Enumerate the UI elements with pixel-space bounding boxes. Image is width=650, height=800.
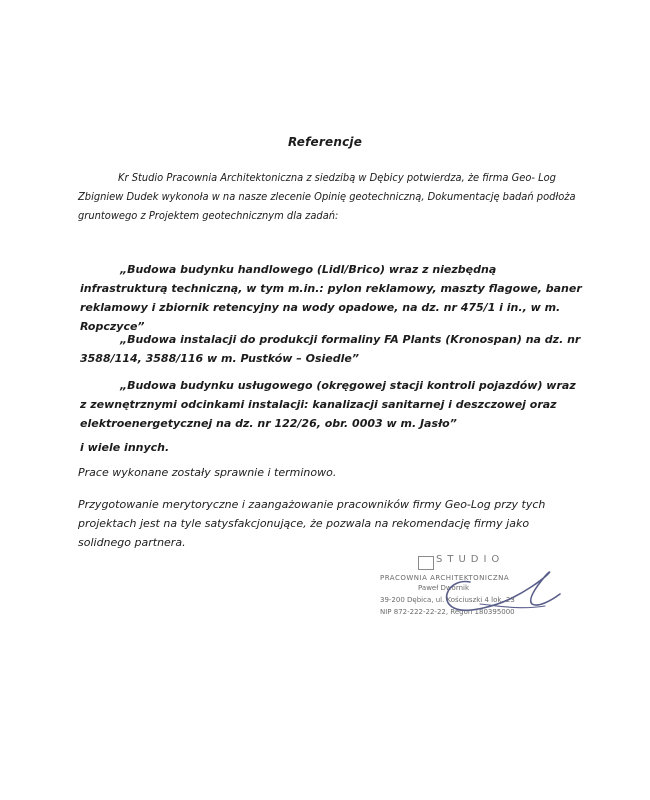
stamp-line: PRACOWNIA ARCHITEKTONICZNA [380, 574, 510, 582]
intro-paragraph: Kr Studio Pracownia Architektoniczna z siedzibą w Dębicy potwierdza, że firma Geo- Log Zbigniew Dudek wykonoła w na nasze zlecenie Opinię geotechniczną, Dokumentację badań podłoża gruntowego z Projektem geotechnicznym dla zadań: [78, 171, 576, 222]
stamp-name: STUDIO [436, 554, 505, 565]
stamp-line: 39-200 Dębica, ul. Kościuszki 4 lok. 23 [380, 596, 515, 604]
project-item: „Budowa instalacji do produkcji formaliny FA Plants (Kronospan) na dz. nr 3588/114, 3588/116 w m. Pustków – Osiedle” [80, 333, 581, 365]
project-item: „Budowa budynku usługowego (okręgowej stacji kontroli pojazdów) wraz z zewnętrznymi odcinkami instalacji: kanalizacji sanitarnej i deszczowej oraz elektroenergetycznej na dz. nr 122/26, obr. 0003 w m. Jasło” [80, 379, 576, 430]
handwritten-signature [420, 560, 570, 630]
completed-statement: Prace wykonane zostały sprawnie i terminowo. [78, 466, 337, 479]
many-others-text: i wiele innych. [80, 441, 170, 454]
letter-title: Referencje [287, 135, 363, 149]
closing-paragraph: Przygotowanie merytoryczne i zaangażowanie pracowników firmy Geo-Log przy tych projektach jest na tyle satysfakcjonujące, że pozwala na rekomendację firmy jako solidnego partnera. [78, 498, 546, 549]
stamp-line: Paweł Dwornik [418, 584, 470, 592]
stamp-line: NIP 872-222-22-22, Regon 180395000 [380, 608, 515, 616]
project-item: „Budowa budynku handlowego (Lidl/Brico) wraz z niezbędną infrastrukturą techniczną, w tym m.in.: pylon reklamowy, maszty flagowe, baner reklamowy i zbiornik retencyjny na wody opadowe, na dz. nr 475/1 i in., w m. Ropczyce” [80, 263, 582, 333]
